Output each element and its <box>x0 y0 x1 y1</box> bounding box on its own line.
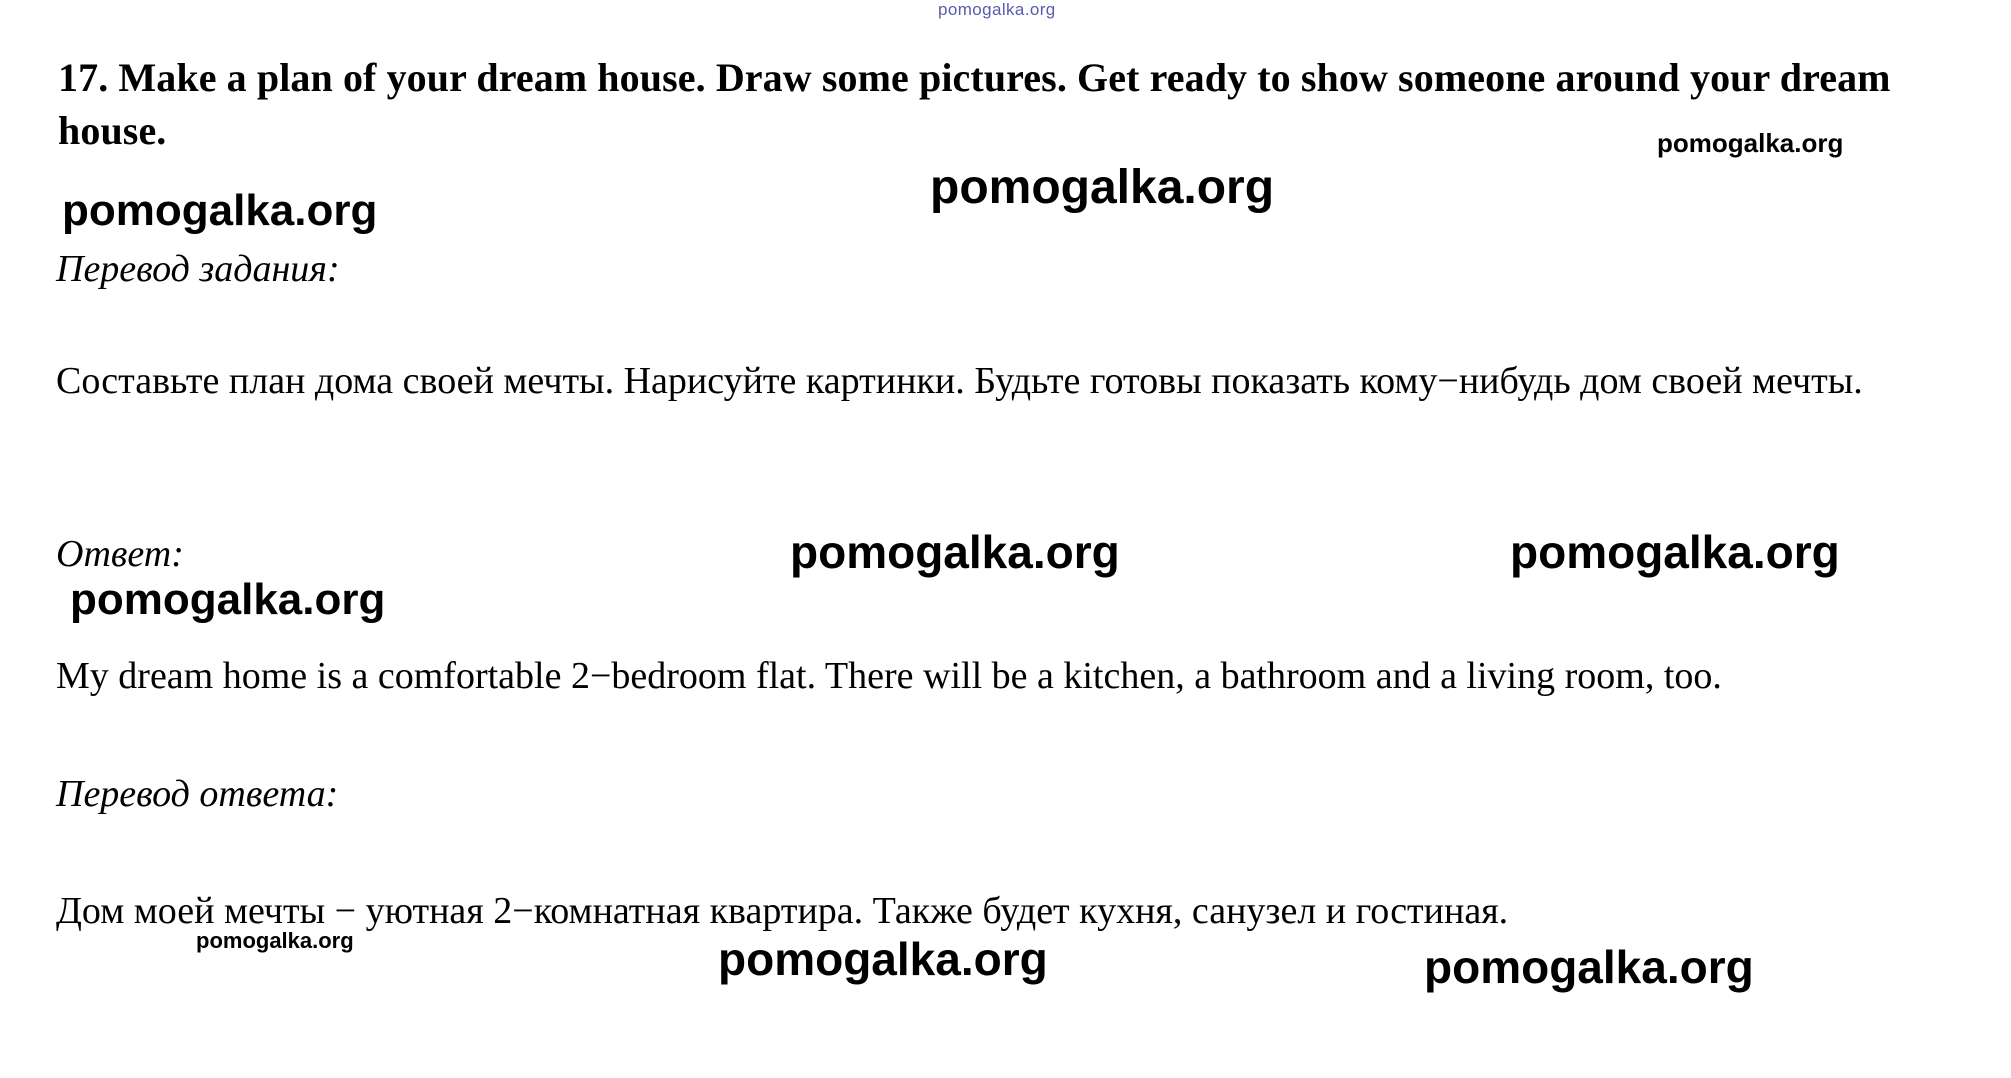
watermark-center-lower: pomogalka.org <box>718 933 1048 985</box>
watermark-right-upper: pomogalka.org <box>1657 128 1844 158</box>
watermark-center-upper: pomogalka.org <box>930 161 1275 214</box>
watermark-left-lower: pomogalka.org <box>196 928 354 953</box>
answer-translation-text: Дом моей мечты − уютная 2−комнатная квартира. Также будет кухня, санузел и гостиная. <box>56 890 1509 932</box>
answer-translation-label: Перевод ответа: <box>56 773 339 815</box>
watermark-right-middle: pomogalka.org <box>1510 526 1840 578</box>
task-title: 17. Make a plan of your dream house. Draw some pictures. Get ready to show someone around your dream house. <box>58 55 1891 153</box>
answer-label: Ответ: <box>56 533 184 575</box>
watermark-right-lower: pomogalka.org <box>1424 941 1754 993</box>
watermark-center-middle: pomogalka.org <box>790 526 1120 578</box>
watermark-left-middle: pomogalka.org <box>70 575 386 624</box>
task-translation-label: Перевод задания: <box>56 248 340 290</box>
answer-text: My dream home is a comfortable 2−bedroom flat. There will be a kitchen, a bathroom and a living room, too. <box>56 655 1722 697</box>
task-translation-text: Составьте план дома своей мечты. Нарисуйте картинки. Будьте готовы показать кому−нибудь дом своей мечты. <box>56 360 1863 402</box>
watermark-left-upper: pomogalka.org <box>62 186 378 235</box>
watermark-top: pomogalka.org <box>938 0 1056 19</box>
